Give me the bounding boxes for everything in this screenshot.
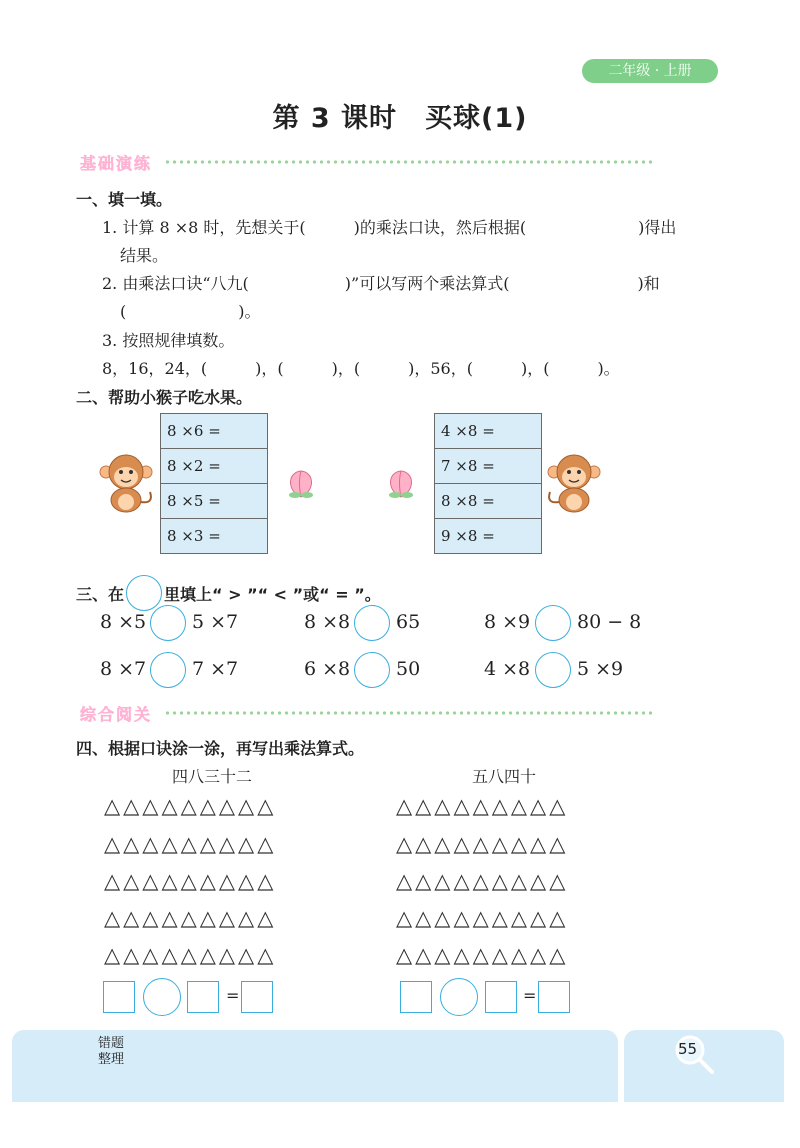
monkey-icon [98, 452, 156, 516]
table-cell[interactable]: 8 ×6 = [161, 414, 267, 449]
section-banner-basic [76, 149, 654, 175]
compare-right: 5 ×9 [577, 658, 624, 680]
equals-sign: = [523, 986, 537, 1005]
triangle-row[interactable]: △△△△△△△△△ [396, 906, 569, 930]
right-rhyme: 五八四十 [472, 767, 537, 786]
compare-left: 8 ×5 [100, 611, 147, 633]
table-cell[interactable]: 4 ×8 = [435, 414, 541, 449]
q1-line: 1. 计算 8 ×8 时，先想关于( )的乘法口诀，然后根据( )得出 [102, 218, 677, 237]
compare-answer-circle[interactable] [150, 605, 186, 641]
compare-right: 65 [396, 611, 421, 633]
q1-line: 8，16，24，( )，( )，( )，56，( )，( )。 [102, 359, 620, 378]
label-line: 错题 [98, 1036, 125, 1051]
monkey-icon [546, 452, 604, 516]
peach-icon [284, 466, 318, 500]
answer-box[interactable] [103, 981, 135, 1013]
answer-box[interactable] [485, 981, 517, 1013]
answer-box[interactable] [400, 981, 432, 1013]
page-title: 第 3 课时 买球(1) [272, 103, 528, 134]
grade-badge: 二年级 · 上册 [582, 59, 718, 83]
banner-dots [164, 711, 654, 715]
compare-right: 50 [396, 658, 421, 680]
compare-answer-circle[interactable] [354, 605, 390, 641]
table-cell[interactable]: 9 ×8 = [441, 527, 495, 545]
compare-left: 6 ×8 [304, 658, 351, 680]
compare-left: 8 ×9 [484, 611, 531, 633]
compare-answer-circle[interactable] [535, 605, 571, 641]
circle-icon [126, 575, 162, 611]
table-cell[interactable]: 8 ×2 = [161, 449, 267, 484]
equals-sign: = [226, 986, 240, 1005]
answer-box[interactable] [187, 981, 219, 1013]
triangle-row[interactable]: △△△△△△△△△ [104, 794, 277, 818]
compare-left: 4 ×8 [484, 658, 531, 680]
left-rhyme: 四八三十二 [172, 767, 253, 786]
question-3-heading [76, 575, 381, 611]
question-4-heading: 四、根据口诀涂一涂，再写出乘法算式。 [76, 739, 365, 758]
triangle-row[interactable]: △△△△△△△△△ [104, 943, 277, 967]
right-multiplication-table [434, 413, 542, 554]
error-notes-label [98, 1036, 124, 1068]
banner-dots [164, 160, 654, 164]
table-cell[interactable]: 8 ×8 = [435, 484, 541, 519]
q1-line: 2. 由乘法口诀“八九( )”可以写两个乘法算式( )和 [102, 274, 660, 293]
banner-text: 基础演练 [80, 153, 153, 173]
triangle-row[interactable]: △△△△△△△△△ [396, 869, 569, 893]
compare-answer-circle[interactable] [354, 652, 390, 688]
triangle-row[interactable]: △△△△△△△△△ [104, 869, 277, 893]
table-cell[interactable]: 8 ×3 = [167, 527, 221, 545]
triangle-row[interactable]: △△△△△△△△△ [104, 832, 277, 856]
q1-line: 结果。 [120, 246, 169, 265]
q1-line: ( )。 [120, 302, 261, 321]
table-cell[interactable]: 7 ×8 = [435, 449, 541, 484]
compare-left: 8 ×7 [100, 658, 147, 680]
label-line: 整理 [98, 1052, 125, 1067]
error-notes-panel[interactable] [12, 1030, 618, 1102]
triangle-row[interactable]: △△△△△△△△△ [396, 794, 569, 818]
compare-right: 80 − 8 [577, 611, 642, 633]
banner-text: 综合阅关 [80, 704, 153, 724]
operator-circle[interactable] [143, 978, 181, 1016]
operator-circle[interactable] [440, 978, 478, 1016]
peach-icon [384, 466, 418, 500]
compare-left: 8 ×8 [304, 611, 351, 633]
compare-answer-circle[interactable] [535, 652, 571, 688]
triangle-row[interactable]: △△△△△△△△△ [396, 943, 569, 967]
answer-box[interactable] [241, 981, 273, 1013]
heading-text: 三、在 [76, 584, 125, 604]
page-number: 55 [678, 1040, 698, 1058]
compare-right: 5 ×7 [192, 611, 239, 633]
table-cell[interactable]: 8 ×5 = [161, 484, 267, 519]
triangle-row[interactable]: △△△△△△△△△ [104, 906, 277, 930]
answer-box[interactable] [538, 981, 570, 1013]
q1-line: 3. 按照规律填数。 [102, 331, 235, 350]
question-2-heading: 二、帮助小猴子吃水果。 [76, 388, 253, 407]
triangle-row[interactable]: △△△△△△△△△ [396, 832, 569, 856]
section-banner-comprehensive [76, 700, 654, 726]
compare-right: 7 ×7 [192, 658, 239, 680]
heading-text: 里填上“ > ”“ < ”或“ = ”。 [164, 584, 381, 604]
left-multiplication-table [160, 413, 268, 554]
question-1-heading: 一、填一填。 [76, 190, 173, 209]
compare-answer-circle[interactable] [150, 652, 186, 688]
